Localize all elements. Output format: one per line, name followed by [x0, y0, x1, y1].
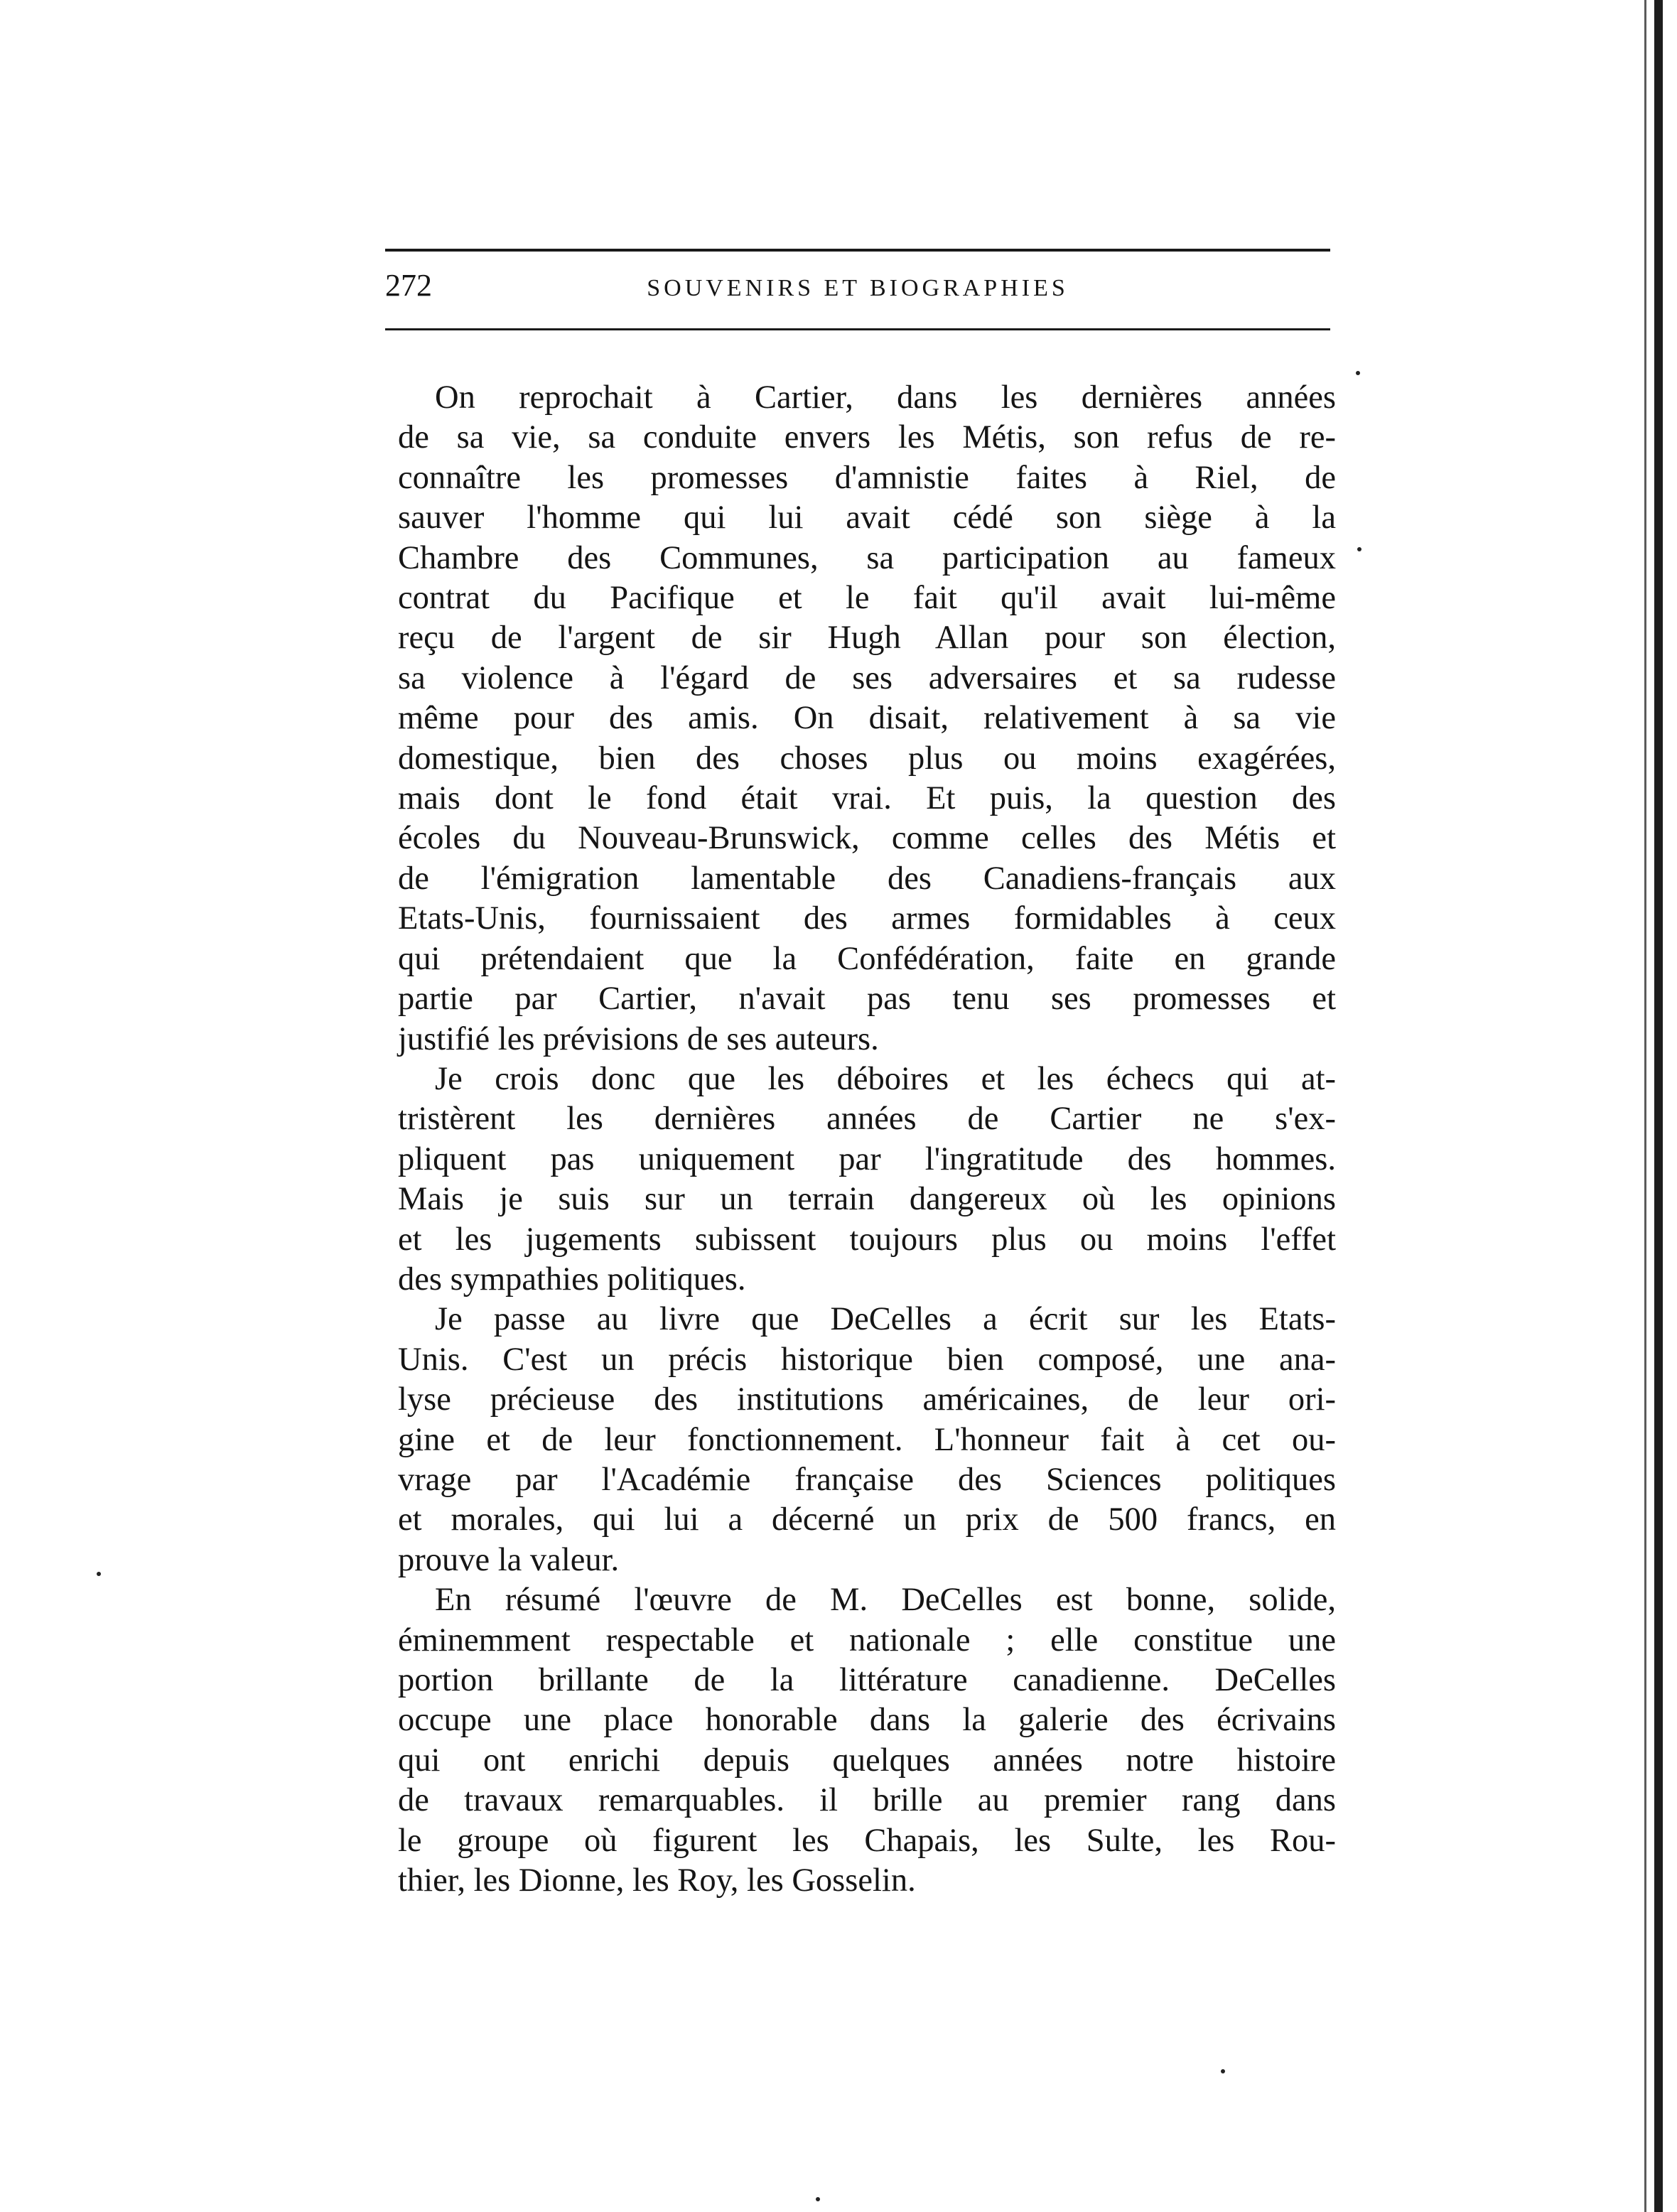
- paragraph: [398, 378, 1336, 1059]
- text-line: On reprochait à Cartier, dans les dernières années: [435, 379, 1336, 416]
- text-line: portion brillante de la littérature canadienne. DeCelles: [398, 1662, 1336, 1698]
- text-line: mais dont le fond était vrai. Et puis, la question des: [398, 780, 1336, 817]
- text-line: éminemment respectable et nationale ; elle constitue une: [398, 1622, 1336, 1658]
- running-title: SOUVENIRS ET BIOGRAPHIES: [647, 275, 1069, 301]
- text-line: qui prétendaient que la Confédération, faite en grande: [398, 940, 1336, 977]
- text-line: justifié les prévisions de ses auteurs.: [398, 1020, 879, 1057]
- text-line: de travaux remarquables. il brille au premier rang dans: [398, 1782, 1336, 1819]
- text-line: qui ont enrichi depuis quelques années notre histoire: [398, 1742, 1336, 1779]
- page-edge-shadow: [1654, 0, 1663, 2212]
- page-edge-line: [1644, 0, 1646, 2212]
- text-line: thier, les Dionne, les Roy, les Gosselin.: [398, 1862, 916, 1899]
- text-line: Je crois donc que les déboires et les échecs qui at-: [435, 1060, 1336, 1097]
- text-line: de sa vie, sa conduite envers les Métis, son refus de re-: [398, 419, 1336, 456]
- text-line: Etats-Unis, fournissaient des armes formidables à ceux: [398, 900, 1336, 937]
- scan-speck: [97, 1572, 101, 1576]
- scan-speck: [1356, 371, 1360, 375]
- text-line: vrage par l'Académie française des Sciences politiques: [398, 1461, 1336, 1498]
- scan-speck: [1357, 547, 1361, 551]
- paragraph: [398, 1580, 1336, 1901]
- paragraph: [398, 1059, 1336, 1300]
- header-rule-top: [385, 249, 1330, 252]
- text-line: reçu de l'argent de sir Hugh Allan pour son élection,: [398, 620, 1336, 657]
- text-line: des sympathies politiques.: [398, 1261, 746, 1297]
- text-line: et morales, qui lui a décerné un prix de 500 francs, en: [398, 1501, 1336, 1538]
- paragraph: [398, 1300, 1336, 1580]
- text-line: et les jugements subissent toujours plus ou moins l'effet: [398, 1221, 1336, 1258]
- text-line: Je passe au livre que DeCelles a écrit sur les Etats-: [435, 1301, 1336, 1338]
- scan-speck: [816, 2197, 820, 2201]
- text-line: tristèrent les dernières années de Cartier ne s'ex-: [398, 1101, 1336, 1138]
- text-line: occupe une place honorable dans la galerie des écrivains: [398, 1702, 1336, 1739]
- text-line: gine et de leur fonctionnement. L'honneur fait à cet ou-: [398, 1421, 1336, 1458]
- text-line: Chambre des Communes, sa participation au fameux: [398, 539, 1336, 576]
- text-line: pliquent pas uniquement par l'ingratitude des hommes.: [398, 1140, 1336, 1177]
- text-line: partie par Cartier, n'avait pas tenu ses promesses et: [398, 981, 1336, 1018]
- running-header: [385, 261, 1330, 311]
- text-line: connaître les promesses d'amnistie faites à Riel, de: [398, 459, 1336, 496]
- header-rule-bottom: [385, 328, 1330, 330]
- text-line: Unis. C'est un précis historique bien composé, une ana-: [398, 1341, 1336, 1378]
- text-line: contrat du Pacifique et le fait qu'il avait lui-même: [398, 580, 1336, 617]
- scan-speck: [1221, 2069, 1225, 2073]
- text-line: même pour des amis. On disait, relativement à sa vie: [398, 700, 1336, 737]
- text-line: lyse précieuse des institutions américaines, de leur ori-: [398, 1381, 1336, 1418]
- page-number: 272: [385, 268, 432, 303]
- text-line: écoles du Nouveau-Brunswick, comme celles des Métis et: [398, 820, 1336, 857]
- text-line: de l'émigration lamentable des Canadiens-français aux: [398, 860, 1336, 897]
- body-text: [398, 378, 1336, 1901]
- text-line: En résumé l'œuvre de M. DeCelles est bonne, solide,: [435, 1582, 1336, 1619]
- text-line: sauver l'homme qui lui avait cédé son siège à la: [398, 500, 1336, 536]
- text-line: le groupe où figurent les Chapais, les Sulte, les Rou-: [398, 1822, 1336, 1859]
- text-line: domestique, bien des choses plus ou moins exagérées,: [398, 740, 1336, 777]
- text-line: sa violence à l'égard de ses adversaires et sa rudesse: [398, 659, 1336, 696]
- text-line: Mais je suis sur un terrain dangereux où les opinions: [398, 1181, 1336, 1218]
- text-line: prouve la valeur.: [398, 1541, 620, 1578]
